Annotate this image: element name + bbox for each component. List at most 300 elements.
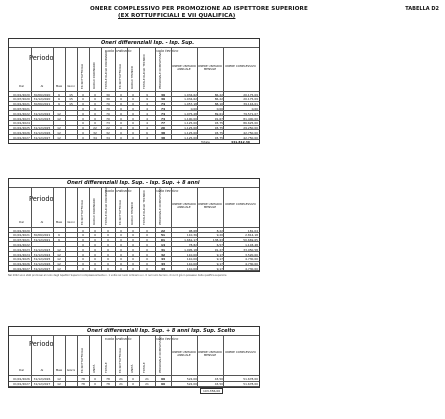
table1-cell: 1.125,00 xyxy=(184,135,197,140)
table2-cell: 4.730,00 xyxy=(245,257,258,262)
table3-cell: 31/12/2027 xyxy=(33,382,51,386)
table3-cell: 51.678,00 xyxy=(243,376,258,381)
table2-cell: 0 xyxy=(82,266,84,271)
doc-header-line1: ONERE COMPLESSIVO PER PROMOZIONE AD ISPETTORE SUPERIORE xyxy=(90,6,308,12)
table1-cell: 93,75 xyxy=(214,130,223,135)
table1-cell: 73 xyxy=(106,121,110,126)
table1-cell: 0 xyxy=(132,106,134,111)
table1-cell: 32 xyxy=(106,130,110,135)
table2-cell: 110,00 xyxy=(186,266,197,271)
table2-cell: 01/01/2026 xyxy=(13,262,30,267)
table1-cell: 0 xyxy=(94,121,96,126)
table1-cell: 0 xyxy=(132,111,134,116)
table3-col-right-0: ONERE UNITARIO ANNUALE xyxy=(172,350,196,357)
table2-col-right-2: ONERE COMPLESSIVO xyxy=(225,202,256,206)
table2-cell: 0 xyxy=(120,266,122,271)
table2-cell: 0 xyxy=(120,262,122,267)
table1-cell: 12 xyxy=(57,116,61,121)
table1-cell: 1.057,18 xyxy=(184,102,197,107)
table2-col-mid-5: TOTALE RUOLO TECNICO xyxy=(142,190,146,225)
table1-cell: 0 xyxy=(132,97,134,102)
table1-cell: 70 xyxy=(106,116,110,121)
table3-cell: 0 xyxy=(94,376,96,381)
table1-cell: 0 xyxy=(94,111,96,116)
table1-cell: 01/01/2025 xyxy=(13,126,30,131)
table1-col-1: Al xyxy=(40,84,44,88)
table2-cell: 78,82 xyxy=(188,242,197,247)
table2-cell: 6 xyxy=(58,233,60,238)
table2-cell: 0 xyxy=(146,242,148,247)
table1-cell: 01/07/2021 xyxy=(13,106,30,111)
table2-cell: 0 xyxy=(107,262,109,267)
table1-cell: 0 xyxy=(120,130,122,135)
table1-cell: 0 xyxy=(120,111,122,116)
table1-cell: 70 xyxy=(106,111,110,116)
table-3-title: Oneri differenziali Isp. Sup. + 8 anni Isp. Sup. Scelto xyxy=(87,328,236,334)
table1-cell: 0 xyxy=(120,116,122,121)
table-1-group-tecnico: ruolo tecnico xyxy=(155,49,179,53)
table3-cell: 01/01/2026 xyxy=(13,376,30,381)
table1-cell: 42.750,00 xyxy=(243,130,258,135)
table2-cell: 9,17 xyxy=(216,262,223,267)
table2-cell: 110,00 xyxy=(186,257,197,262)
table2-cell: 0 xyxy=(146,252,148,257)
table2-cell: 0 xyxy=(132,252,134,257)
table3-cell: 78 xyxy=(106,376,110,381)
table2-cell: 0 xyxy=(146,262,148,267)
table2-col-1: Al xyxy=(40,220,44,224)
table3-cell: 0 xyxy=(94,382,96,386)
table3-cell: 0 xyxy=(132,376,134,381)
table1-cell: 01/01/2020 xyxy=(13,92,30,97)
table2-cell: 6,57 xyxy=(216,242,223,247)
table2-cell: 0 xyxy=(120,247,122,252)
table2-cell: 0 xyxy=(132,262,134,267)
table2-cell: 32 xyxy=(160,252,166,257)
table2-cell: 22 xyxy=(160,228,166,233)
table3-col-mid-1: UNITÀ xyxy=(92,364,96,373)
table1-cell: 0 xyxy=(94,92,96,97)
table2-cell: 0 xyxy=(94,242,96,247)
table1-cell: 31/12/2026 xyxy=(33,130,51,135)
table1-cell: 0 xyxy=(82,135,84,140)
table2-cell: 0 xyxy=(120,252,122,257)
table2-cell: 0 xyxy=(94,266,96,271)
table2-col-mid-1: RUOLO ORDINARIO xyxy=(92,198,96,225)
table2-cell: 12 xyxy=(57,262,61,267)
table2-cell: 31/12/2026 xyxy=(33,262,51,267)
table2-col-3: Gioni xyxy=(67,220,75,224)
table1-cell: 0 xyxy=(120,102,122,107)
table2-cell: 0 xyxy=(132,238,134,243)
table1-cell: 4 xyxy=(146,102,148,107)
table1-col-mid-2: TOTALE RUOLO ORDINARIO xyxy=(104,50,108,89)
table3-col-right-1: ONERE UNITARIO MENSILE xyxy=(198,350,222,357)
table2-cell: 0 xyxy=(132,242,134,247)
table-2-group-ordinario: ruolo ordinario xyxy=(105,189,132,193)
table2-cell: 0 xyxy=(107,238,109,243)
table1-cell: 01/01/2027 xyxy=(13,135,30,140)
table1-cell: 0 xyxy=(132,121,134,126)
table2-cell: 0 xyxy=(107,252,109,257)
table2-cell: 12 xyxy=(57,252,61,257)
table1-cell: 4 xyxy=(146,116,148,121)
table1-cell: 93,75 xyxy=(214,135,223,140)
table1-cell: 1.125,00 xyxy=(184,121,197,126)
table1-cell: 6 xyxy=(58,92,60,97)
table2-cell: 9,20 xyxy=(216,233,223,238)
table2-cell: 0 xyxy=(107,233,109,238)
table2-cell: 31/12/2025 xyxy=(33,257,51,262)
table-3-total: 103.356,00 xyxy=(200,388,223,394)
table1-cell: 38 xyxy=(160,135,166,140)
table1-cell: 86.625,00 xyxy=(243,121,258,126)
table1-cell: 29.250,00 xyxy=(243,126,258,131)
table-3-periodo: Periodo xyxy=(29,340,54,348)
table1-cell: 12 xyxy=(57,130,61,135)
table2-cell: 12 xyxy=(57,247,61,252)
table1-cell: 0 xyxy=(94,116,96,121)
table1-cell: 30 xyxy=(106,97,110,102)
table1-cell: 74 xyxy=(160,106,166,111)
table1-cell: 4 xyxy=(146,121,148,126)
table3-cell: 01/01/2027 xyxy=(13,382,30,386)
table1-cell: 0 xyxy=(82,111,84,116)
table2-cell: 0 xyxy=(94,252,96,257)
table3-col-2: Mesi xyxy=(55,368,63,372)
table2-cell: 0 xyxy=(107,247,109,252)
table1-cell: 01/01/2021 xyxy=(13,102,30,107)
table1-cell: 0 xyxy=(82,106,84,111)
table3-col-0: Dal xyxy=(19,368,24,372)
table3-col-3: Giorni xyxy=(66,368,76,372)
table2-cell: 01/01/2020 xyxy=(13,228,30,233)
table2-cell: 0 xyxy=(94,262,96,267)
table1-cell: 79.571,07 xyxy=(243,111,258,116)
table2-cell: 31/12/2023 xyxy=(33,247,51,252)
table2-col-mid-2: TOTALE RUOLO ORDINARIO xyxy=(104,186,108,225)
table2-cell: 110,00 xyxy=(186,262,197,267)
table1-cell: 0,00 xyxy=(216,106,223,111)
table3-cell: 31/12/2026 xyxy=(33,376,51,381)
table-1-periodo: Periodo xyxy=(29,54,54,62)
table1-cell: 39 xyxy=(160,97,166,102)
table-tag: TABELLA D2 xyxy=(405,6,439,12)
table1-col-mid-6: PERSONALE COMPLESSIVO xyxy=(158,51,162,89)
table2-cell: 0 xyxy=(82,238,84,243)
table3-col-mid-0: EX ROTTUFFICIALI xyxy=(80,347,84,373)
table-2 xyxy=(8,178,260,272)
table2-cell: 0 xyxy=(82,252,84,257)
table1-cell: 74 xyxy=(160,102,166,107)
table1-cell: 0 xyxy=(82,116,84,121)
table2-cell: 0 xyxy=(146,238,148,243)
table2-cell: 31/12/2027 xyxy=(33,266,51,271)
table2-cell: 51 xyxy=(160,233,166,238)
table-2-footnote: Nel 2022 sono stati promossi al ruolo degli Ispettori Superiori complessivamente n. 1 unità nel ruolo ordinario e n. 0 nel ruolo tecnico, di cui 0 già in possesso della qualifica superiore xyxy=(8,274,227,277)
table2-cell: 91,27 xyxy=(214,247,223,252)
table1-cell: 12 xyxy=(57,135,61,140)
table1-cell: 1.125,00 xyxy=(184,130,197,135)
table2-cell: 01/01/2021 xyxy=(13,233,30,238)
table2-cell: 0 xyxy=(107,242,109,247)
table1-cell: 81.400,00 xyxy=(243,116,258,121)
table1-cell: 70 xyxy=(106,106,110,111)
table1-cell: 34 xyxy=(93,135,97,140)
table2-cell: 0 xyxy=(146,247,148,252)
table1-cell: 0 xyxy=(82,102,84,107)
table1-cell: 1.034,62 xyxy=(184,92,197,97)
table1-cell: 0 xyxy=(82,97,84,102)
table2-cell: 0 xyxy=(107,228,109,233)
table3-cell: 43,50 xyxy=(214,376,223,381)
table1-cell: 0 xyxy=(120,121,122,126)
table2-cell: 1.661,17 xyxy=(184,238,197,243)
table1-cell: 1.075,28 xyxy=(184,111,197,116)
table-1 xyxy=(8,38,260,144)
table2-col-mid-0: EX ROTTUFFICIALI xyxy=(80,199,84,225)
table1-cell: 86,22 xyxy=(214,92,223,97)
table1-cell: 6 xyxy=(146,130,148,135)
table-3-group-tecnico: ruolo tecnico xyxy=(155,337,179,341)
table1-col-right-2: ONERE COMPLESSIVO xyxy=(225,64,256,68)
table3-cell: 12 xyxy=(57,376,61,381)
table1-cell: 01/01/2022 xyxy=(13,111,30,116)
table1-cell: 0,00 xyxy=(251,106,258,111)
table1-cell: 0 xyxy=(120,106,122,111)
table1-cell: 91,67 xyxy=(214,116,223,121)
table1-cell: 0 xyxy=(132,126,134,131)
table1-cell: 9 xyxy=(146,92,148,97)
table2-cell: 181,04 xyxy=(247,228,258,233)
table1-cell: 88,10 xyxy=(214,102,223,107)
table3-cell: 21 xyxy=(119,376,123,381)
table1-cell: 1.034,62 xyxy=(184,97,197,102)
table2-cell: 01/01/2022 xyxy=(13,242,30,247)
table2-cell: 0 xyxy=(132,247,134,252)
table1-cell: 01/01/2026 xyxy=(13,130,30,135)
table2-cell: 0 xyxy=(82,242,84,247)
table2-cell: 12 xyxy=(57,257,61,262)
table2-cell: 0 xyxy=(94,233,96,238)
table2-cell: 1.095,18 xyxy=(184,247,197,252)
table2-cell: 0 xyxy=(132,266,134,271)
table3-cell: 99 xyxy=(160,376,166,381)
table3-col-mid-3: EX ROTTUFFICIALI xyxy=(118,347,122,373)
table1-cell: 30/06/2021 xyxy=(33,102,51,107)
table2-cell: 43 xyxy=(160,262,166,267)
table2-cell: 0 xyxy=(120,233,122,238)
table2-cell: 4.730,00 xyxy=(245,266,258,271)
table1-cell: 0 xyxy=(120,97,122,102)
table2-cell: 0 xyxy=(82,228,84,233)
table2-cell: 0 xyxy=(82,262,84,267)
table1-cell: 0 xyxy=(94,97,96,102)
table2-col-mid-6: PERSONALE COMPLESSIVO xyxy=(158,187,162,225)
table2-cell: 01/01/2027 xyxy=(13,266,30,271)
table2-cell: 31/12/2024 xyxy=(33,252,51,257)
table3-col-right-2: ONERE COMPLESSIVO xyxy=(225,350,256,354)
table1-cell: 22 xyxy=(106,126,110,131)
table1-cell: 0 xyxy=(82,92,84,97)
doc-header-line2: (EX ROTTUFFICIALI E VII QUALIFICA) xyxy=(118,13,236,19)
table1-cell: 4 xyxy=(146,106,148,111)
table1-cell: 1.125,00 xyxy=(184,126,197,131)
table2-cell: 0 xyxy=(146,233,148,238)
table2-cell: 0 xyxy=(82,247,84,252)
table3-cell: 21 xyxy=(145,376,149,381)
table1-col-0: Dal xyxy=(19,84,24,88)
table1-col-mid-0: EX ROTTUFFICIALI xyxy=(80,63,84,89)
table2-cell: 110,00 xyxy=(186,252,197,257)
table3-cell: 78 xyxy=(106,382,110,386)
table3-cell: 21 xyxy=(119,382,123,386)
table1-cell: 0 xyxy=(132,130,134,135)
table1-cell: 31/12/2020 xyxy=(33,97,51,102)
table1-cell: 22 xyxy=(93,126,97,131)
table1-cell: 0 xyxy=(94,106,96,111)
table1-cell: 12 xyxy=(57,126,61,131)
table1-cell: 26 xyxy=(160,126,166,131)
table2-cell: 0 xyxy=(94,247,96,252)
table1-col-2: Mesi xyxy=(55,84,63,88)
table3-cell: 78 xyxy=(81,382,85,386)
table2-cell: 01/01/2024 xyxy=(13,252,30,257)
table1-cell: 15 xyxy=(69,97,73,102)
table2-cell: 0 xyxy=(132,257,134,262)
table1-cell: 77 xyxy=(160,121,166,126)
table1-cell: 74 xyxy=(160,111,166,116)
table1-cell: 01/01/2023 xyxy=(13,116,30,121)
table2-cell: 9,17 xyxy=(216,252,223,257)
table1-cell: 12 xyxy=(57,111,61,116)
table2-cell: 4.730,00 xyxy=(245,262,258,267)
table-1-total-value: 441.812,36 xyxy=(231,140,250,144)
table2-cell: 110,36 xyxy=(186,233,197,238)
table3-cell: 522,00 xyxy=(186,382,197,386)
table1-cell: 32 xyxy=(93,130,97,135)
table1-cell: 70 xyxy=(106,102,110,107)
table2-col-right-0: ONERE UNITARIO ANNUALE xyxy=(172,202,196,209)
table-2-periodo: Periodo xyxy=(29,195,54,203)
table3-col-mid-6: PERSONALE COMPLESSIVO xyxy=(158,335,162,373)
table1-cell: 4 xyxy=(146,126,148,131)
table3-cell: 78 xyxy=(81,376,85,381)
table2-cell: 12 xyxy=(57,266,61,271)
table1-cell: 0 xyxy=(82,121,84,126)
table1-cell: 0,00 xyxy=(190,106,197,111)
table1-col-mid-1: RUOLO ORDINARIO xyxy=(92,62,96,89)
table1-cell: 6 xyxy=(58,97,60,102)
table3-col-mid-5: TOTALE xyxy=(142,362,146,373)
table1-cell: 0 xyxy=(132,102,134,107)
table2-cell: 138,43 xyxy=(212,238,223,243)
table1-cell: 0 xyxy=(132,135,134,140)
table1-cell: 31/12/2023 xyxy=(33,116,51,121)
table2-cell: 01/07/2021 xyxy=(13,238,30,243)
table1-cell: 38 xyxy=(160,130,166,135)
table2-cell: 0 xyxy=(94,238,96,243)
table-1-total-label: Totale xyxy=(201,140,210,144)
table2-col-mid-4: RUOLO TECNICO xyxy=(130,201,134,225)
table1-cell: 93,75 xyxy=(214,126,223,131)
table1-cell: 89,61 xyxy=(214,111,223,116)
table2-col-2: Mesi xyxy=(55,220,63,224)
table-2-group-tecnico: ruolo tecnico xyxy=(155,189,179,193)
table2-cell: 0 xyxy=(120,238,122,243)
table2-cell: 14 xyxy=(160,242,166,247)
table1-col-mid-5: TOTALE RUOLO TECNICO xyxy=(142,54,146,89)
table1-cell: 20.175,09 xyxy=(243,97,258,102)
table2-cell: 2.814,18 xyxy=(245,233,258,238)
table-1-group-ordinario: ruolo ordinario xyxy=(105,49,132,53)
table1-cell: 39 xyxy=(160,92,166,97)
table2-cell: 31 xyxy=(160,247,166,252)
table2-cell: 1.103,48 xyxy=(245,242,258,247)
table1-cell: 01/01/2024 xyxy=(13,121,30,126)
table2-cell: 8,22 xyxy=(216,228,223,233)
table-2-title: Oneri differenziali Isp. Sup. - Isp. Sup. + 8 anni xyxy=(67,180,200,186)
table1-cell: 31/12/2027 xyxy=(33,135,51,140)
table1-cell: 0 xyxy=(94,102,96,107)
table1-cell: 0 xyxy=(132,116,134,121)
table1-cell: 74 xyxy=(160,116,166,121)
table2-col-0: Dal xyxy=(19,220,24,224)
table1-cell: 42.750,00 xyxy=(243,135,258,140)
table1-cell: 9 xyxy=(146,97,148,102)
table2-cell: 01/01/2023 xyxy=(13,247,30,252)
table1-cell: 30 xyxy=(106,92,110,97)
table2-cell: 6 xyxy=(58,238,60,243)
table3-cell: 21 xyxy=(145,382,149,386)
table2-cell: 33.950,58 xyxy=(243,247,258,252)
table2-cell: 30/06/2021 xyxy=(33,233,51,238)
table2-cell: 0 xyxy=(82,257,84,262)
table2-cell: 0 xyxy=(146,266,148,271)
table2-cell: 0 xyxy=(94,228,96,233)
table1-col-mid-3: EX ROTTUFFICIALI xyxy=(118,63,122,89)
table3-cell: 522,00 xyxy=(186,376,197,381)
table3-cell: 51.678,00 xyxy=(243,382,258,386)
table3-cell: 0 xyxy=(132,382,134,386)
table2-cell: 0 xyxy=(120,228,122,233)
table-3 xyxy=(8,326,260,388)
table-3-group-ordinario: ruolo ordinario xyxy=(105,337,132,341)
table2-cell: 9,17 xyxy=(216,266,223,271)
table3-cell: 99 xyxy=(160,382,166,386)
table1-cell: 1.100,00 xyxy=(184,116,197,121)
table1-cell: 0 xyxy=(132,92,134,97)
table2-col-mid-3: EX ROTTUFFICIALI xyxy=(118,199,122,225)
table2-cell: 43 xyxy=(160,257,166,262)
table2-cell: 0 xyxy=(120,242,122,247)
table1-cell: 4 xyxy=(146,111,148,116)
table1-cell: 20.175,09 xyxy=(243,92,258,97)
table1-cell: 93,75 xyxy=(214,121,223,126)
table1-cell: 0 xyxy=(120,135,122,140)
table2-cell: 0 xyxy=(94,257,96,262)
table2-col-right-1: ONERE UNITARIO MENSILE xyxy=(198,202,222,209)
table1-col-right-1: ONERE UNITARIO MENSILE xyxy=(198,64,222,71)
table1-cell: 30/06/2020 xyxy=(33,92,51,97)
table1-cell: 0 xyxy=(82,126,84,131)
table3-col-mid-4: UNITÀ xyxy=(130,364,134,373)
table3-col-1: Al xyxy=(40,368,44,372)
table3-cell: 43,50 xyxy=(214,382,223,386)
table2-cell: 0 xyxy=(107,266,109,271)
table1-col-3: Gioni xyxy=(67,84,75,88)
table2-cell: 01/01/2025 xyxy=(13,257,30,262)
